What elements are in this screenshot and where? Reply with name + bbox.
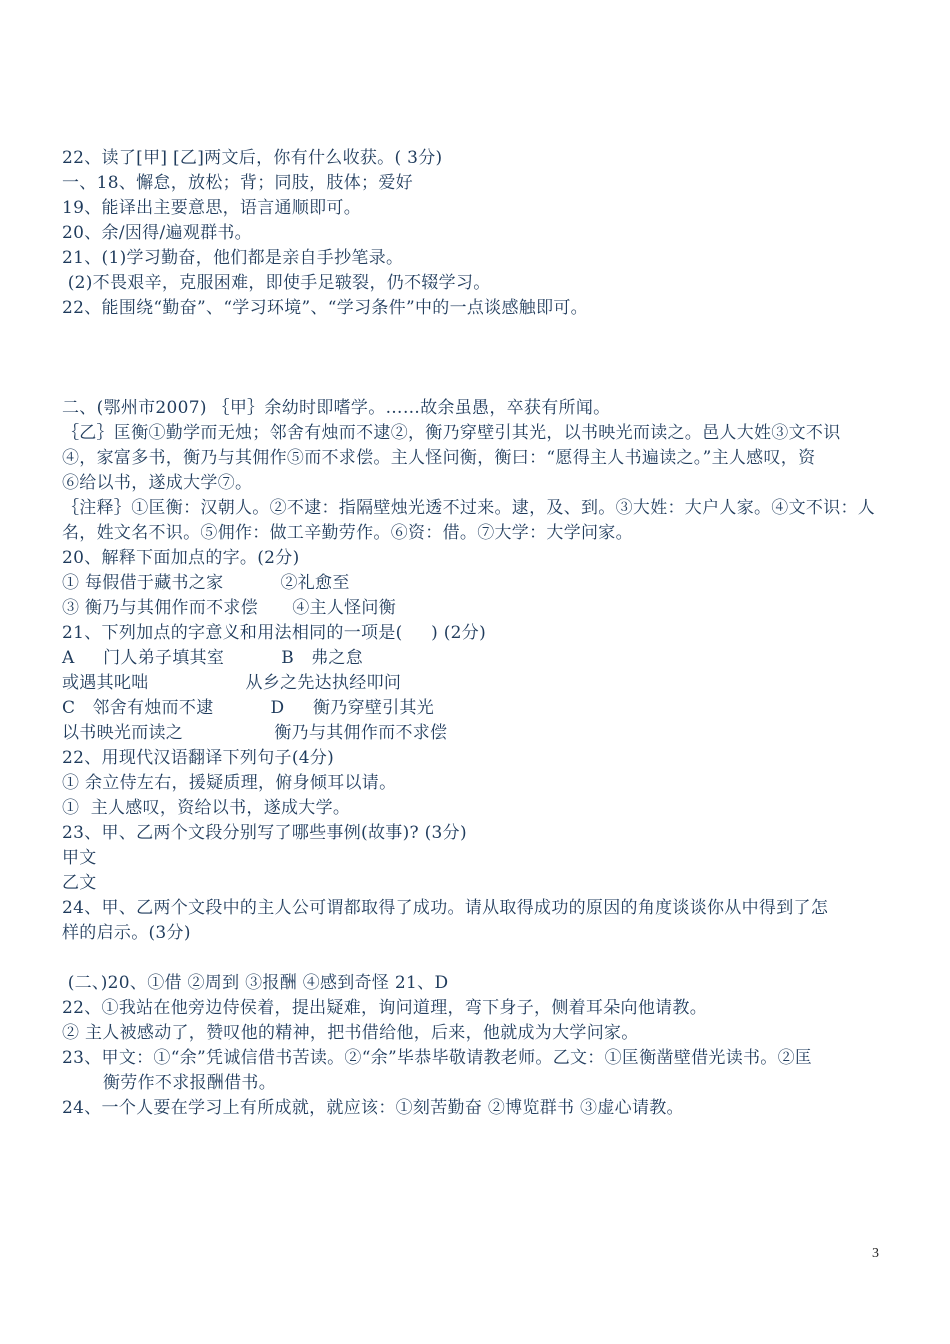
question-line: 样的启示。(3分)	[62, 923, 191, 943]
passage-line: ④，家富多书，衡乃与其佣作⑤而不求偿。主人怪问衡，衡曰：“愿得主人书遍读之。”主人感叹，资	[62, 448, 816, 468]
answer-line: 一、18、懈怠，放松；背；同肢，肢体；爱好	[62, 173, 413, 193]
question-22-heading: 22、读了[甲] [乙]两文后，你有什么收获。( 3分)	[62, 148, 443, 168]
question-line: 23、甲、乙两个文段分别写了哪些事例(故事)? (3分)	[62, 823, 467, 843]
notes-line: 名，姓文名不识。⑤佣作：做工辛勤劳作。⑥资：借。⑦大学：大学问家。	[62, 523, 633, 543]
passage-line: ｛乙｝匡衡①勤学而无烛；邻舍有烛而不逮②，衡乃穿壁引其光，以书映光而读之。邑人大姓③文不识	[62, 423, 841, 443]
option-line: A 门人弟子填其室 B 弗之怠	[62, 648, 364, 668]
passage-line: ⑥给以书，遂成大学⑦。	[62, 473, 253, 493]
section-two-heading: 二、(鄂州市2007) ｛甲｝余幼时即嗜学。……故余虽愚，卒获有所闻。	[62, 398, 611, 418]
answer-line: 衡劳作不求报酬借书。	[103, 1073, 276, 1093]
question-line: ① 余立侍左右，援疑质理，俯身倾耳以请。	[62, 773, 397, 793]
answer-line: 19、能译出主要意思，语言通顺即可。	[62, 198, 362, 218]
question-line: 甲文	[62, 848, 97, 868]
question-line: 24、甲、乙两个文段中的主人公可谓都取得了成功。请从取得成功的原因的角度谈谈你从中得到了怎	[62, 898, 829, 918]
notes-line: ｛注释｝①匡衡：汉朝人。②不逮：指隔壁烛光透不过来。逮，及、到。③大姓：大户人家。④文不识：人	[62, 498, 876, 518]
answer-line: (2)不畏艰辛，克服困难，即使手足皲裂，仍不辍学习。	[62, 273, 491, 293]
question-line: ① 主人感叹，资给以书，遂成大学。	[62, 798, 351, 818]
option-line: C 邻舍有烛而不逮 D 衡乃穿壁引其光	[62, 698, 435, 718]
answer-line: 24、一个人要在学习上有所成就，就应该：①刻苦勤奋 ②博览群书 ③虚心请教。	[62, 1098, 684, 1118]
answer-line: 23、甲文：①“余”凭诚信借书苦读。②“余”毕恭毕敬请教老师。乙文：①匡衡凿壁借光读书。②匡	[62, 1048, 813, 1068]
question-line: ③ 衡乃与其佣作而不求偿 ④主人怪问衡	[62, 598, 397, 618]
answer-line: 21、(1)学习勤奋，他们都是亲自手抄笔录。	[62, 248, 404, 268]
question-line: ① 每假借于藏书之家 ②礼愈至	[62, 573, 350, 593]
question-line: 21、下列加点的字意义和用法相同的一项是( ) (2分)	[62, 623, 486, 643]
option-line: 或遇其叱咄 从乡之先达执经叩问	[62, 673, 402, 693]
answer-line: 22、能围绕“勤奋”、“学习环境”、“学习条件”中的一点谈感触即可。	[62, 298, 588, 318]
question-line: 22、用现代汉语翻译下列句子(4分)	[62, 748, 335, 768]
question-line: 乙文	[62, 873, 97, 893]
page-number: 3	[872, 1246, 879, 1261]
answer-line: 20、余/因得/遍观群书。	[62, 223, 252, 243]
option-line: 以书映光而读之 衡乃与其佣作而不求偿	[62, 723, 448, 743]
question-line: 20、解释下面加点的字。(2分)	[62, 548, 300, 568]
answer-line: 22、①我站在他旁边侍侯着，提出疑难，询问道理，弯下身子，侧着耳朵向他请教。	[62, 998, 708, 1018]
answer-line: ② 主人被感动了，赞叹他的精神，把书借给他，后来，他就成为大学问家。	[62, 1023, 639, 1043]
answer-line: (二、)20、①借 ②周到 ③报酬 ④感到奇怪 21、D	[62, 973, 449, 993]
